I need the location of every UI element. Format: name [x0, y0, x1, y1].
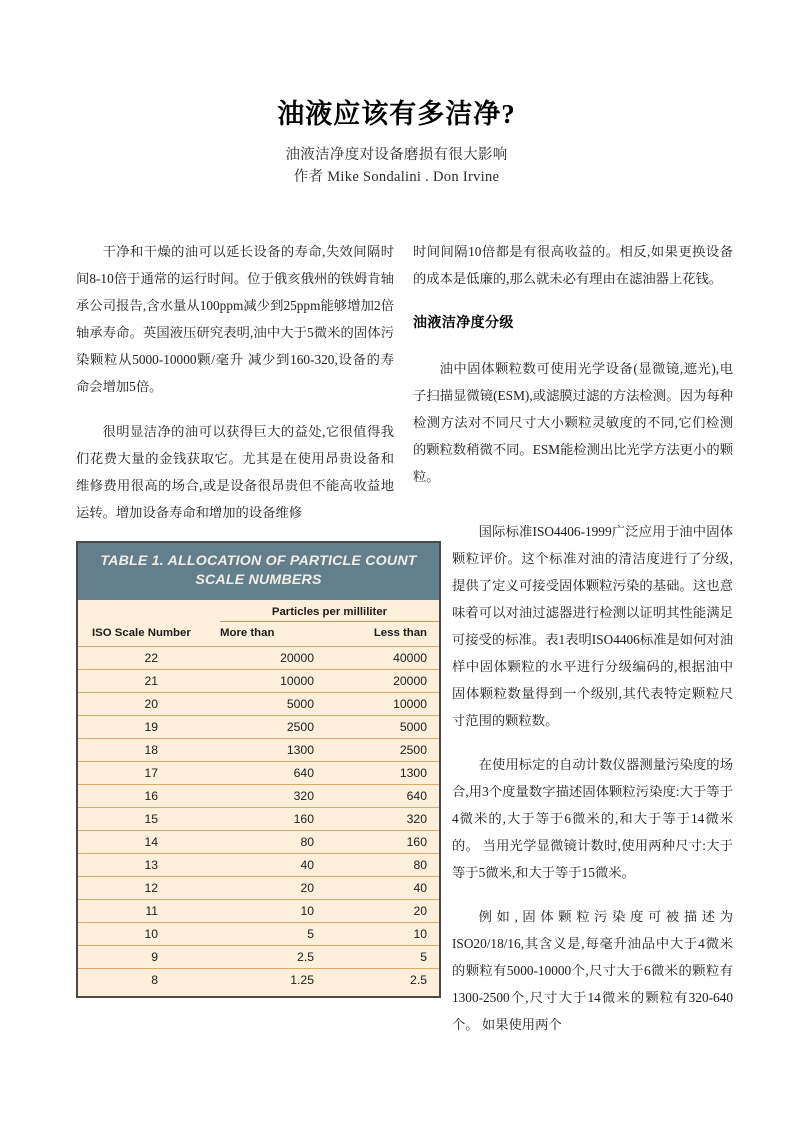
cell-more-than: 2.5	[297, 950, 314, 964]
left-paragraph-2: 很明显洁净的油可以获得巨大的益处,它很值得我们花费大量的金钱获取它。尤其是在使用昂贵设备和维修费用很高的场合,或是设备很昂贵但不能高收益地运转。增加设备寿命和增加的设备维修	[76, 424, 394, 520]
column-header-iso-scale-number: ISO Scale Number	[92, 627, 191, 639]
cell-less-than: 1300	[399, 766, 427, 780]
page-title: 油液应该有多洁净?	[277, 99, 516, 129]
cell-iso-scale-number: 21	[144, 674, 158, 688]
table-row	[78, 853, 439, 876]
cell-more-than: 160	[293, 812, 314, 826]
left-column	[76, 238, 394, 544]
cell-iso-scale-number: 14	[144, 835, 158, 849]
cell-iso-scale-number: 11	[145, 904, 158, 918]
cell-less-than: 5	[420, 950, 427, 964]
cell-more-than: 5000	[286, 697, 314, 711]
page-subtitle: 油液洁净度对设备磨损有很大影响	[285, 146, 508, 163]
cell-less-than: 40000	[393, 651, 427, 665]
cell-less-than: 80	[413, 858, 427, 872]
table-row	[78, 968, 439, 996]
cell-less-than: 640	[406, 789, 427, 803]
table-group-header: Particles per milliliter	[220, 606, 439, 622]
section-heading: 油液洁净度分级	[413, 316, 514, 331]
cell-iso-scale-number: 8	[151, 973, 158, 987]
table-rows-container	[78, 646, 439, 996]
column-header-less-than: Less than	[373, 627, 427, 639]
cell-less-than: 5000	[399, 720, 427, 734]
table-row	[78, 876, 439, 899]
cell-iso-scale-number: 15	[144, 812, 158, 826]
cell-iso-scale-number: 18	[144, 743, 158, 757]
cell-more-than: 320	[293, 789, 314, 803]
cell-iso-scale-number: 17	[144, 766, 158, 780]
cell-more-than: 1.25	[290, 973, 314, 987]
cell-more-than: 640	[293, 766, 314, 780]
cell-iso-scale-number: 20	[144, 697, 158, 711]
table-row	[78, 646, 439, 669]
table-row	[78, 830, 439, 853]
cell-more-than: 2500	[286, 720, 314, 734]
right-column	[413, 238, 733, 508]
right-paragraph-3: 国际标准ISO4406-1999广泛应用于油中固体颗粒评价。这个标准对油的清洁度进行了分级,提供了定义可接受固体颗粒污染的基础。这也意味着可以对油过滤器进行检测以证明其性能满足可接受的标准。表1表明ISO4406标准是如何对油样中固体颗粒的水平进行分级编码的,根据油中固体颗粒数量得到一个级别,其代表特定颗粒尺寸范围的颗粒数。	[452, 524, 733, 728]
table-row	[78, 715, 439, 738]
cell-more-than: 40	[300, 858, 314, 872]
right-paragraph-1: 时间间隔10倍都是有很高收益的。相反,如果更换设备的成本是低廉的,那么就未必有理由在滤油器上花钱。	[413, 244, 733, 286]
left-paragraph-1: 干净和干燥的油可以延长设备的寿命,失效间隔时间8-10倍于通常的运行时间。位于俄亥俄州的铁姆肯轴承公司报告,含水量从100ppm减少到25ppm能够增加2倍轴承寿命。英国液压研究表明,油中大于5微米的固体污染颗粒从5000-10000颗/毫升 减少到160-320,设备的寿命会增加5倍。	[76, 244, 394, 394]
table-caption: TABLE 1. ALLOCATION OF PARTICLE COUNT SCALE NUMBERS	[78, 543, 439, 600]
title-block	[0, 98, 793, 188]
cell-less-than: 20000	[393, 674, 427, 688]
table-row	[78, 738, 439, 761]
cell-less-than: 20	[413, 904, 427, 918]
cell-iso-scale-number: 12	[144, 881, 158, 895]
cell-less-than: 40	[413, 881, 427, 895]
table-row	[78, 669, 439, 692]
table-row	[78, 692, 439, 715]
cell-less-than: 10000	[393, 697, 427, 711]
cell-more-than: 1300	[286, 743, 314, 757]
cell-less-than: 2500	[399, 743, 427, 757]
cell-more-than: 20	[300, 881, 314, 895]
cell-iso-scale-number: 13	[144, 858, 158, 872]
table-row	[78, 784, 439, 807]
table-column-headers	[78, 622, 439, 646]
table-row	[78, 899, 439, 922]
cell-iso-scale-number: 10	[144, 927, 158, 941]
cell-iso-scale-number: 9	[151, 950, 158, 964]
cell-less-than: 320	[406, 812, 427, 826]
right-paragraph-4: 在使用标定的自动计数仪器测量污染度的场合,用3个度量数字描述固体颗粒污染度:大于等于4微米的,大于等于6微米的,和大于等于14微米的。 当用光学显微镜计数时,使用两种尺寸:大于等于5微米,和大于等于15微米。	[452, 757, 733, 880]
table-row	[78, 945, 439, 968]
page-authors: 作者 Mike Sondalini . Don Irvine	[293, 168, 500, 185]
table-header-group	[78, 600, 439, 646]
cell-more-than: 10	[300, 904, 314, 918]
table-row	[78, 761, 439, 784]
cell-iso-scale-number: 16	[144, 789, 158, 803]
cell-iso-scale-number: 19	[144, 720, 158, 734]
cell-more-than: 5	[307, 927, 314, 941]
cell-less-than: 160	[406, 835, 427, 849]
cell-less-than: 2.5	[410, 973, 427, 987]
cell-more-than: 10000	[280, 674, 314, 688]
table-row	[78, 922, 439, 945]
cell-iso-scale-number: 22	[144, 651, 158, 665]
right-column-narrow	[452, 518, 733, 1038]
cell-more-than: 20000	[280, 651, 314, 665]
table-body	[78, 600, 439, 996]
particle-count-table	[76, 541, 441, 998]
cell-more-than: 80	[300, 835, 314, 849]
table-row	[78, 807, 439, 830]
right-paragraph-5: 例如,固体颗粒污染度可被描述为ISO20/18/16,其含义是,每毫升油品中大于4微米的颗粒有5000-10000个,尺寸大于6微米的颗粒有1300-2500个,尺寸大于14微米的颗粒有320-640个。 如果使用两个	[452, 909, 733, 1032]
right-paragraph-2: 油中固体颗粒数可使用光学设备(显微镜,遮光),电子扫描显微镜(ESM),或滤膜过滤的方法检测。因为每种检测方法对不同尺寸大小颗粒灵敏度的不同,它们检测的颗粒数稍微不同。ESM能检测出比光学方法更小的颗粒。	[413, 361, 733, 484]
column-header-more-than: More than	[220, 627, 275, 639]
cell-less-than: 10	[413, 927, 427, 941]
